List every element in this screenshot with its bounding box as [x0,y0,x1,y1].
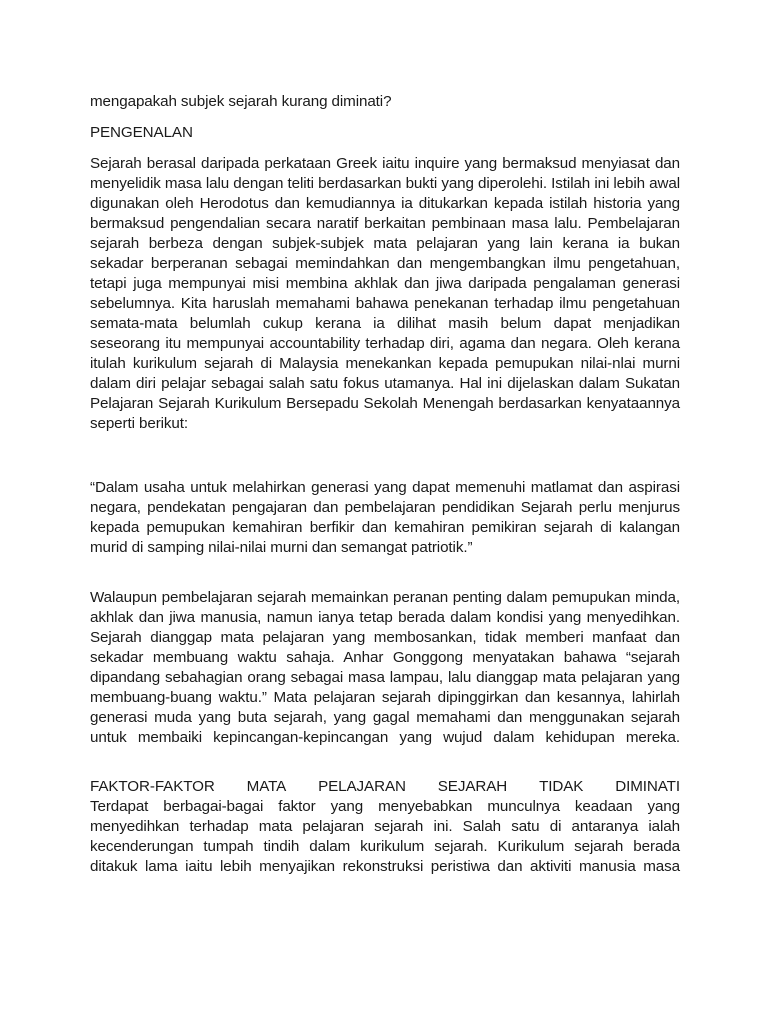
section-heading-word: SEJARAH [437,778,508,795]
section-heading-faktor [90,777,680,797]
document-title: mengapakah subjek sejarah kurang diminati? [90,93,392,110]
document-page [90,92,680,877]
body-paragraph-2: Walaupun pembelajaran sejarah memainkan peranan penting dalam pemupukan minda, akhlak dan jiwa manusia, namun ianya tetap berada dalam kondisi yang menyedihkan. Sejarah dianggap mata pelajaran yang membosankan, tidak memberi manfaat dan sekadar membuang waktu sahaja. Anhar Gonggong menyatakan bahawa “sejarah dipandang sebahagian orang sebagai masa lampau, lalu dianggap mata pelajaran yang membuang-buang waktu.” Mata pelajaran sejarah dipinggirkan dan kesannya, lahirlah generasi muda yang buta sejarah, yang gagal memahami dan menggunakan sejarah untuk membaiki kepincangan-kepincangan yang wujud dalam kehidupan mereka. [90,589,680,746]
section-heading-word: FAKTOR-FAKTOR [90,778,215,795]
body-paragraph-3: Terdapat berbagai-bagai faktor yang menyebabkan munculnya keadaan yang menyedihkan terhadap mata pelajaran sejarah ini. Salah satu di antaranya ialah kecenderungan tumpah tindih dalam kurikulum sejarah. Kurikulum sejarah berada ditakuk lama iaitu lebih menyajikan rekonstruksi peristiwa dan aktiviti manusia masa [90,798,680,875]
quote-paragraph: “Dalam usaha untuk melahirkan generasi yang dapat memenuhi matlamat dan aspirasi negara, pendekatan pengajaran dan pembelajaran pendidikan Sejarah perlu menjurus kepada pemupukan kemahiran berfikir dan kemahiran pemikiran sejarah di kalangan murid di samping nilai-nilai murni dan semangat patriotik.” [90,479,680,556]
section-heading-word: PELAJARAN [318,778,406,795]
intro-paragraph: Sejarah berasal daripada perkataan Greek iaitu inquire yang bermaksud menyiasat dan menyelidik masa lalu dengan teliti berdasarkan bukti yang diperolehi. Istilah ini lebih awal digunakan oleh Herodotus dan kemudiannya ia ditukarkan kepada istilah historia yang bermaksud pengendalian secara naratif berkaitan pembinaan masa lalu. Pembelajaran sejarah berbeza dengan subjek-subjek mata pelajaran yang lain kerana ia bukan sekadar berperanan sebagai memindahkan dan mengembangkan ilmu pengetahuan, tetapi juga mempunyai misi membina akhlak dan jiwa daripada pengalaman generasi sebelumnya. Kita haruslah memahami bahawa penekanan terhadap ilmu pengetahuan semata-mata belumlah cukup kerana ia dilihat masih belum dapat menjadikan seseorang itu mempunyai accountability terhadap diri, agama dan negara. Oleh kerana itulah kurikulum sejarah di Malaysia menekankan kepada pemupukan nilai-nlai murni dalam diri pelajar sebagai salah satu fokus utamanya. Hal ini dijelaskan dalam Sukatan Pelajaran Sejarah Kurikulum Bersepadu Sekolah Menengah berdasarkan kenyataannya seperti berikut: [90,155,680,432]
section-heading-word: DIMINATI [615,778,680,795]
section-heading-pengenalan: PENGENALAN [90,124,193,141]
section-heading-word: MATA [246,778,287,795]
section-heading-word: TIDAK [539,778,584,795]
